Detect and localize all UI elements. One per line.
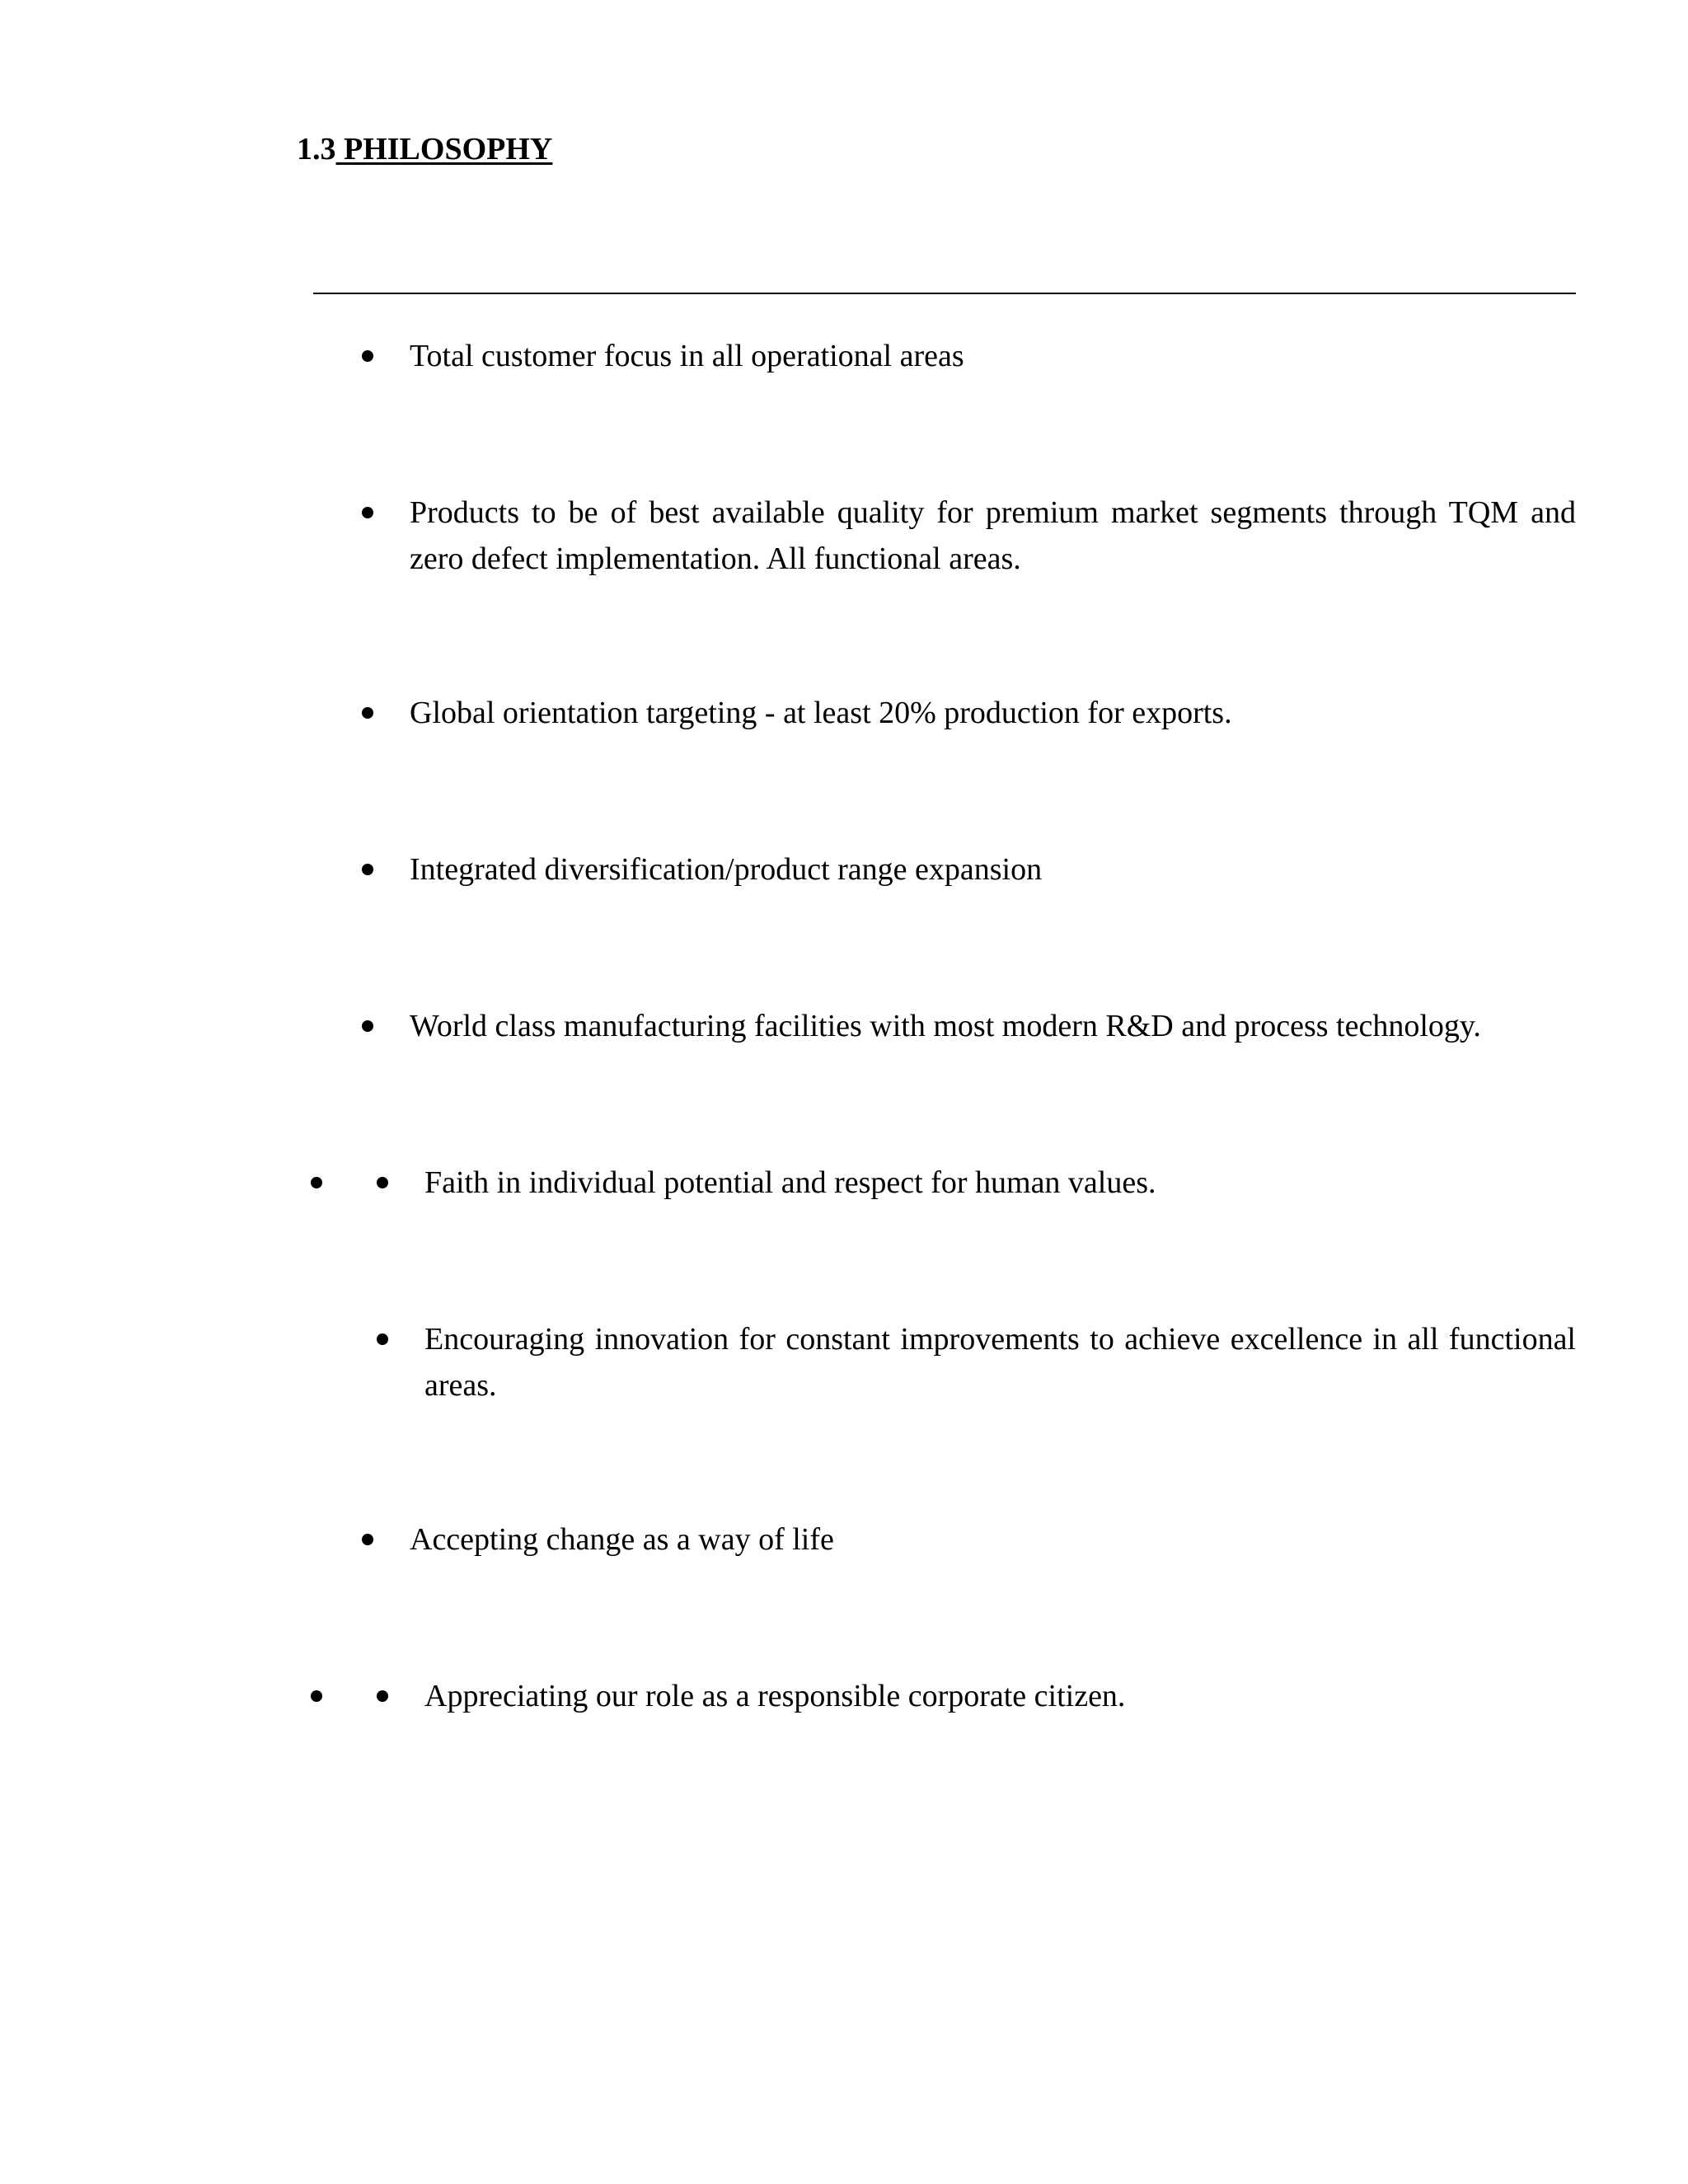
- list-item: [410, 690, 1576, 736]
- section-number: 1.3: [297, 132, 336, 166]
- list-item-text: Appreciating our role as a responsible corporate citizen.: [424, 1679, 1126, 1713]
- bullet-icon: [311, 1177, 322, 1188]
- list-item-text: Faith in individual potential and respect for human values.: [424, 1165, 1156, 1200]
- bullet-icon: [377, 1690, 388, 1702]
- list-item: [410, 333, 1576, 379]
- list-item-text: Integrated diversification/product range expansion: [410, 852, 1043, 887]
- bullet-icon: [362, 1020, 373, 1032]
- list-item-text: Global orientation targeting - at least 20% production for exports.: [410, 696, 1232, 730]
- list-item-text: Products to be of best available quality for premium market segments through TQM and zero defect implementation. All functional areas.: [410, 495, 1576, 576]
- bullet-icon: [377, 1333, 388, 1345]
- list-item: [410, 846, 1576, 893]
- bullet-icon: [362, 350, 373, 362]
- list-item-text: Accepting change as a way of life: [410, 1522, 834, 1557]
- bullet-icon: [362, 707, 373, 719]
- list-item: [410, 490, 1576, 582]
- list-item: [410, 1003, 1576, 1049]
- list-item: [424, 1673, 1576, 1719]
- section-title: PHILOSOPHY: [335, 132, 553, 166]
- list-item-text: World class manufacturing facilities with most modern R&D and process technology.: [410, 1009, 1481, 1043]
- horizontal-rule: [313, 293, 1576, 294]
- list-item: [424, 1316, 1576, 1408]
- bullet-icon: [362, 1534, 373, 1545]
- bullet-icon: [362, 864, 373, 875]
- bullet-icon: [377, 1177, 388, 1188]
- list-item: [424, 1160, 1576, 1206]
- list-item: [410, 1516, 1576, 1563]
- section-heading: [297, 130, 552, 168]
- bullet-icon: [311, 1690, 322, 1702]
- list-item-text: Encouraging innovation for constant improvements to achieve excellence in all functional areas.: [424, 1322, 1576, 1403]
- list-item-text: Total customer focus in all operational areas: [410, 339, 964, 373]
- bullet-icon: [362, 507, 373, 518]
